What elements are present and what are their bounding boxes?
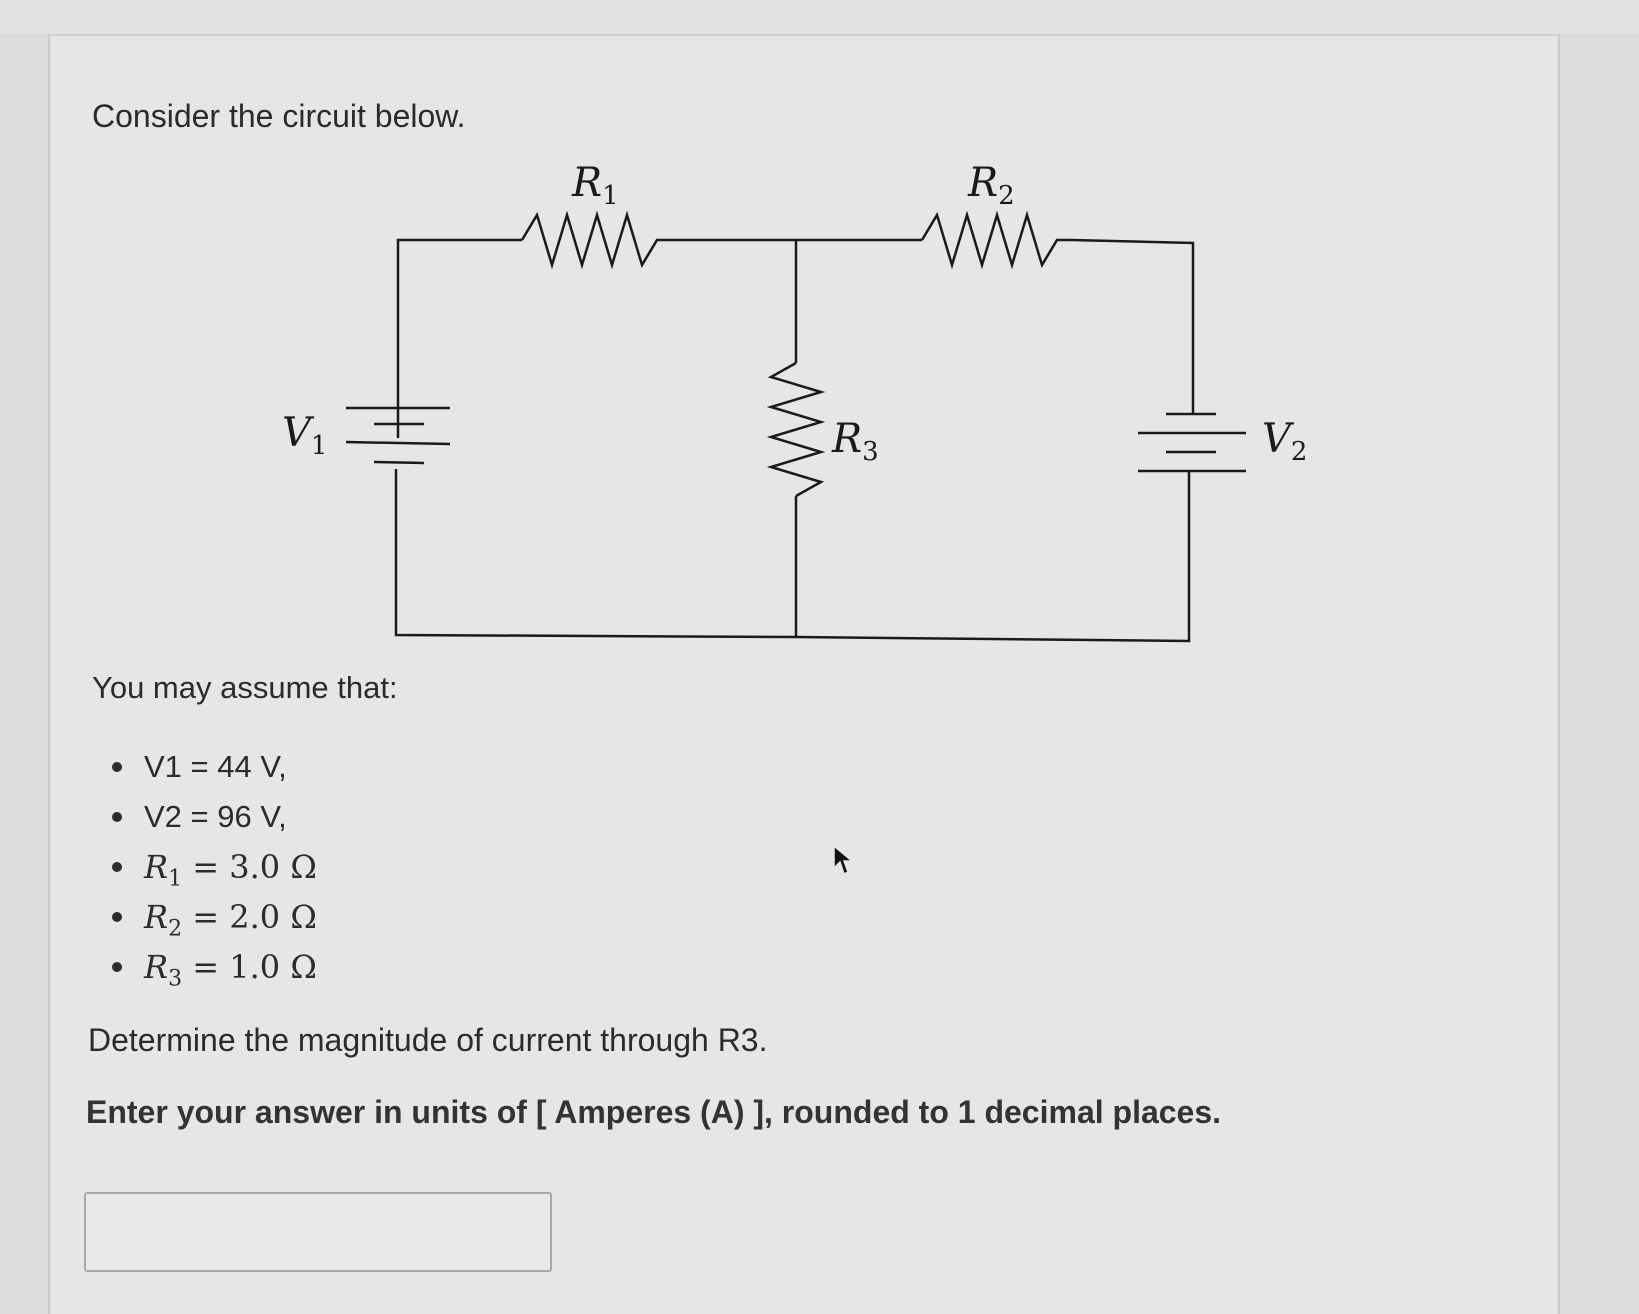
assumptions-heading: You may assume that: bbox=[92, 670, 398, 705]
assumption-r1: $R_1 = 3.0$ Ω bbox=[144, 848, 317, 892]
resistor-r2 bbox=[922, 215, 1072, 265]
assumption-r2: $R_2 = 2.0$ Ω bbox=[144, 898, 317, 942]
assumption-v1: V1 = 44 V, bbox=[144, 749, 287, 784]
bullet-icon bbox=[112, 912, 122, 922]
bullet-icon bbox=[112, 812, 122, 822]
question-intro: Consider the circuit below. bbox=[92, 98, 466, 134]
assumption-r3: $R_3 = 1.0$ Ω bbox=[144, 948, 317, 992]
wire-top-right bbox=[1072, 240, 1193, 414]
bullet-icon bbox=[112, 962, 122, 972]
label-r1: $R_1$ bbox=[572, 160, 619, 211]
label-v1: $V_1$ bbox=[282, 410, 328, 461]
bullet-icon bbox=[112, 862, 122, 872]
mouse-cursor-icon bbox=[832, 844, 854, 878]
wire-bottom bbox=[396, 469, 1189, 641]
answer-instructions: Enter your answer in units of [ Amperes (A) ], rounded to 1 decimal places. bbox=[86, 1094, 1222, 1130]
bullet-icon bbox=[112, 762, 122, 772]
resistor-r1 bbox=[522, 215, 675, 265]
question-prompt: Determine the magnitude of current through R3. bbox=[88, 1022, 768, 1058]
battery-v1-plate bbox=[346, 442, 450, 444]
answer-input[interactable] bbox=[84, 1192, 552, 1272]
assumption-v2: V2 = 96 V, bbox=[144, 799, 287, 834]
label-v2: $V_2$ bbox=[1262, 416, 1308, 467]
label-r3: $R_3$ bbox=[832, 416, 879, 467]
label-r2: $R_2$ bbox=[968, 160, 1015, 211]
resistor-r3 bbox=[771, 363, 821, 496]
battery-v1-plate bbox=[374, 462, 424, 463]
